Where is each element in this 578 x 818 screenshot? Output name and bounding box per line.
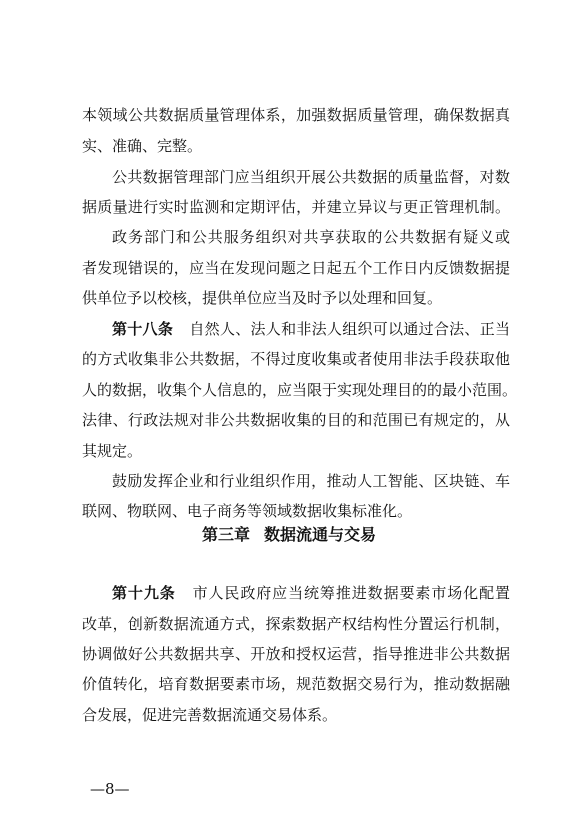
article-19-first-line <box>112 582 510 604</box>
chapter-heading <box>0 523 578 547</box>
page-number: —8— <box>90 780 130 798</box>
text-line: 供单位予以校核，提供单位应当及时予以处理和回复。 <box>82 289 443 307</box>
text-span: 自然人、法人和非法人组织可以通过合法、正当 <box>189 320 510 338</box>
text-line: 本领域公共数据质量管理体系，加强数据质量管理，确保数据真 <box>82 106 510 124</box>
text-line: 其规定。 <box>82 442 143 460</box>
text-line: 据质量进行实时监测和定期评估，并建立异议与更正管理机制。 <box>82 198 510 216</box>
text-line: 政务部门和公共服务组织对共享获取的公共数据有疑义或 <box>112 228 510 246</box>
text-line: 改革，创新数据流通方式，探索数据产权结构性分置运行机制， <box>82 615 510 633</box>
text-line: 联网、物联网、电子商务等领域数据收集标准化。 <box>82 502 413 520</box>
text-line: 公共数据管理部门应当组织开展公共数据的质量监督，对数 <box>112 168 510 186</box>
article-18-first-line <box>112 318 510 340</box>
text-line: 法律、行政法规对非公共数据收集的目的和范围已有规定的，从 <box>82 411 510 429</box>
text-line: 者发现错误的，应当在发现问题之日起五个工作日内反馈数据提 <box>82 259 510 277</box>
text-line: 鼓励发挥企业和行业组织作用，推动人工智能、区块链、车 <box>112 472 510 490</box>
text-line: 实、准确、完整。 <box>82 137 203 155</box>
article-number: 第十八条 <box>112 320 174 338</box>
text-line: 协调做好公共数据共享、开放和授权运营，指导推进非公共数据 <box>82 645 510 663</box>
chapter-number: 第三章 <box>201 525 250 544</box>
text-line: 人的数据，收集个人信息的，应当限于实现处理目的的最小范围。 <box>82 381 518 399</box>
chapter-title: 数据流通与交易 <box>264 525 377 544</box>
article-number: 第十九条 <box>112 584 176 602</box>
text-line: 的方式收集非公共数据，不得过度收集或者使用非法手段获取他 <box>82 350 510 368</box>
text-line: 价值转化，培育数据要素市场，规范数据交易行为，推动数据融 <box>82 675 510 693</box>
text-span: 市人民政府应当统筹推进数据要素市场化配置 <box>191 584 510 602</box>
text-line: 合发展，促进完善数据流通交易体系。 <box>82 706 338 724</box>
